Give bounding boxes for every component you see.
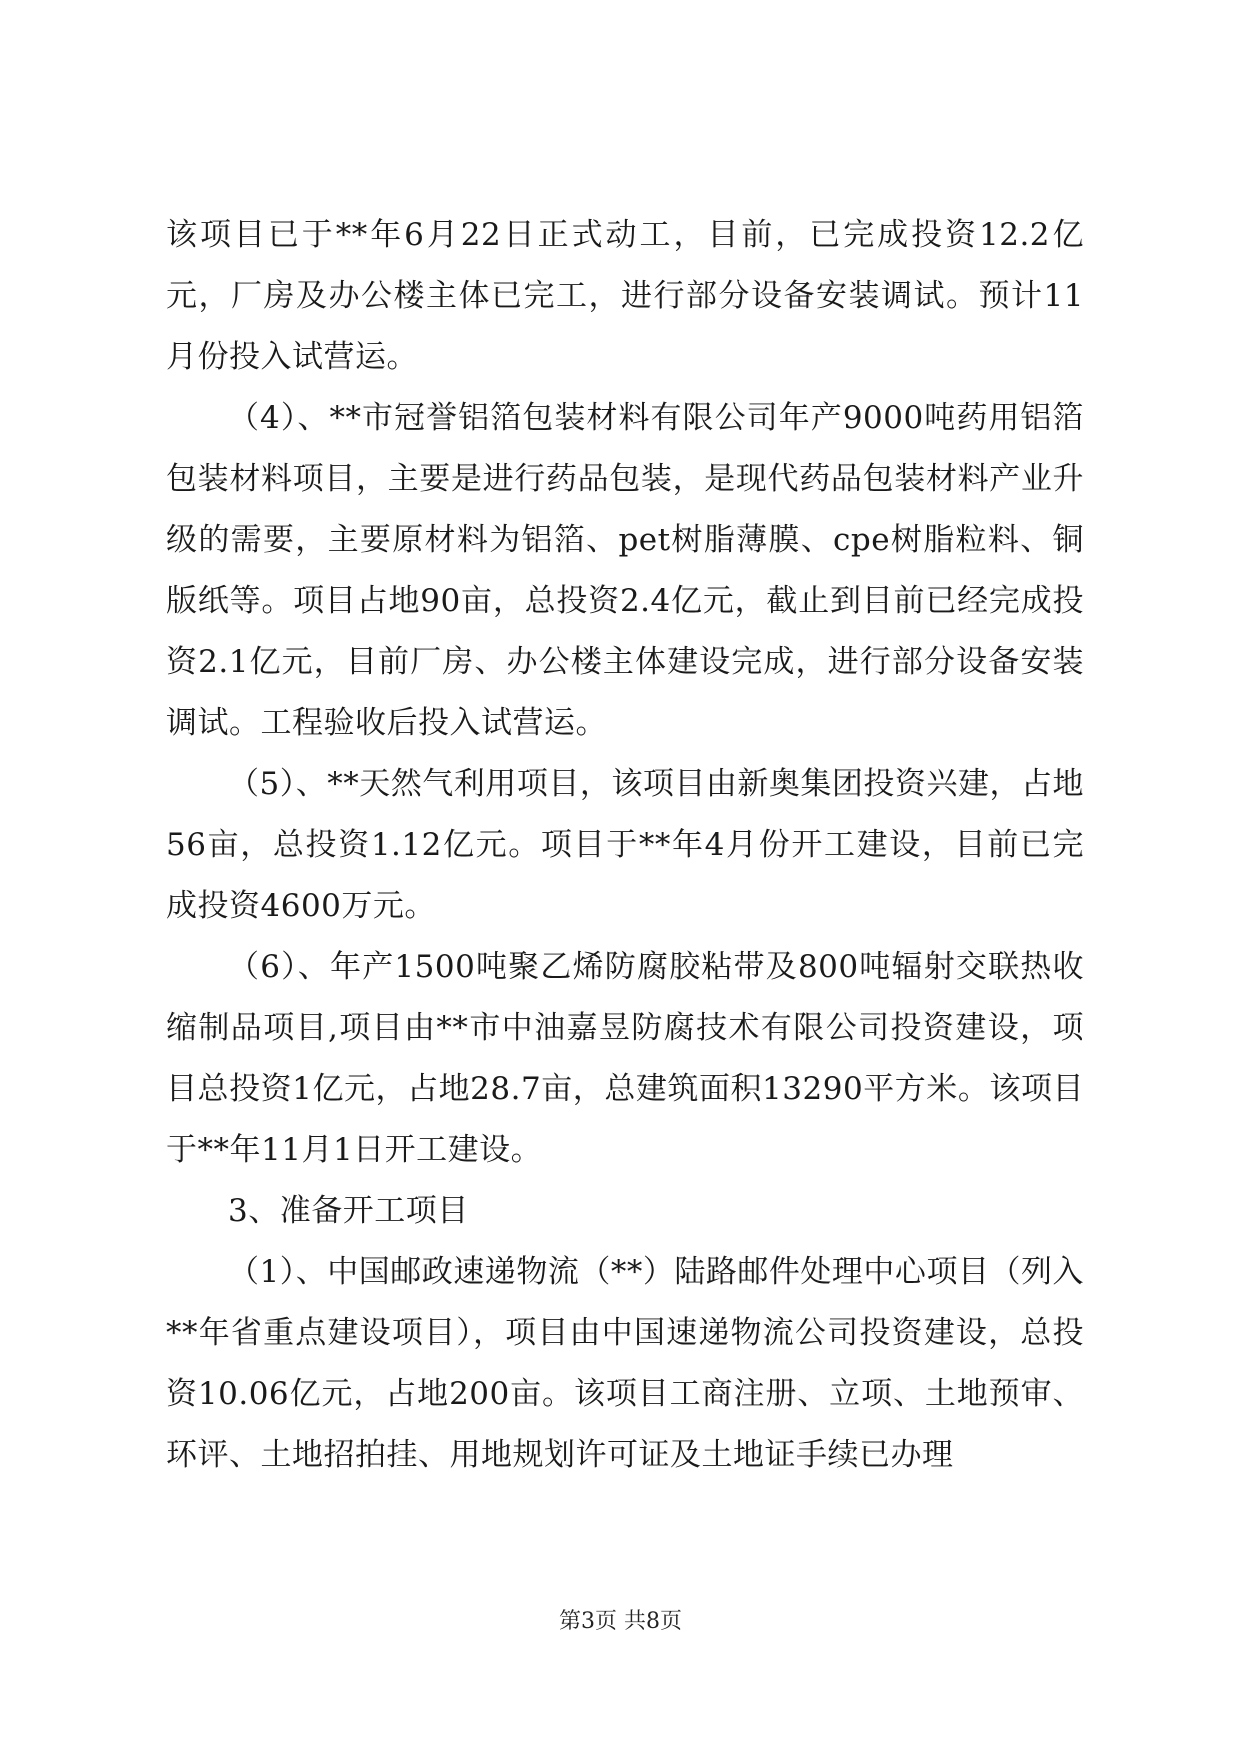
paragraph-project-1: （1）、中国邮政速递物流（**）陆路邮件处理中心项目（列入**年省重点建设项目），项目由中国速递物流公司投资建设，总投资10.06亿元，占地200亩。该项目工商注册、立项、土地预审、环评、土地招拍挂、用地规划许可证及土地证手续已办理	[166, 1254, 1084, 1473]
paragraph-project-4: （4）、**市冠誉铝箔包装材料有限公司年产9000吨药用铝箔包装材料项目，主要是进行药品包装，是现代药品包装材料产业升级的需要，主要原材料为铝箔、pet树脂薄膜、cpe树脂粒料、铜版纸等。项目占地90亩，总投资2.4亿元，截止到目前已经完成投资2.1亿元，目前厂房、办公楼主体建设完成，进行部分设备安装调试。工程验收后投入试营运。	[166, 400, 1084, 741]
paragraph-project-5: （5）、**天然气利用项目，该项目由新奥集团投资兴建，占地56亩，总投资1.12亿元。项目于**年4月份开工建设，目前已完成投资4600万元。	[166, 766, 1084, 924]
section-heading: 3、准备开工项目	[228, 1193, 469, 1229]
paragraph-continuation: 该项目已于**年6月22日正式动工，目前，已完成投资12.2亿元，厂房及办公楼主体已完工，进行部分设备安装调试。预计11月份投入试营运。	[166, 217, 1084, 375]
page-footer: 第3页 共8页	[559, 1609, 682, 1634]
paragraph-project-6: （6）、年产1500吨聚乙烯防腐胶粘带及800吨辐射交联热收缩制品项目,项目由**市中油嘉昱防腐技术有限公司投资建设，项目总投资1亿元，占地28.7亩，总建筑面积13290平方米。该项目于**年11月1日开工建设。	[166, 949, 1084, 1168]
document-body	[166, 205, 1084, 1486]
